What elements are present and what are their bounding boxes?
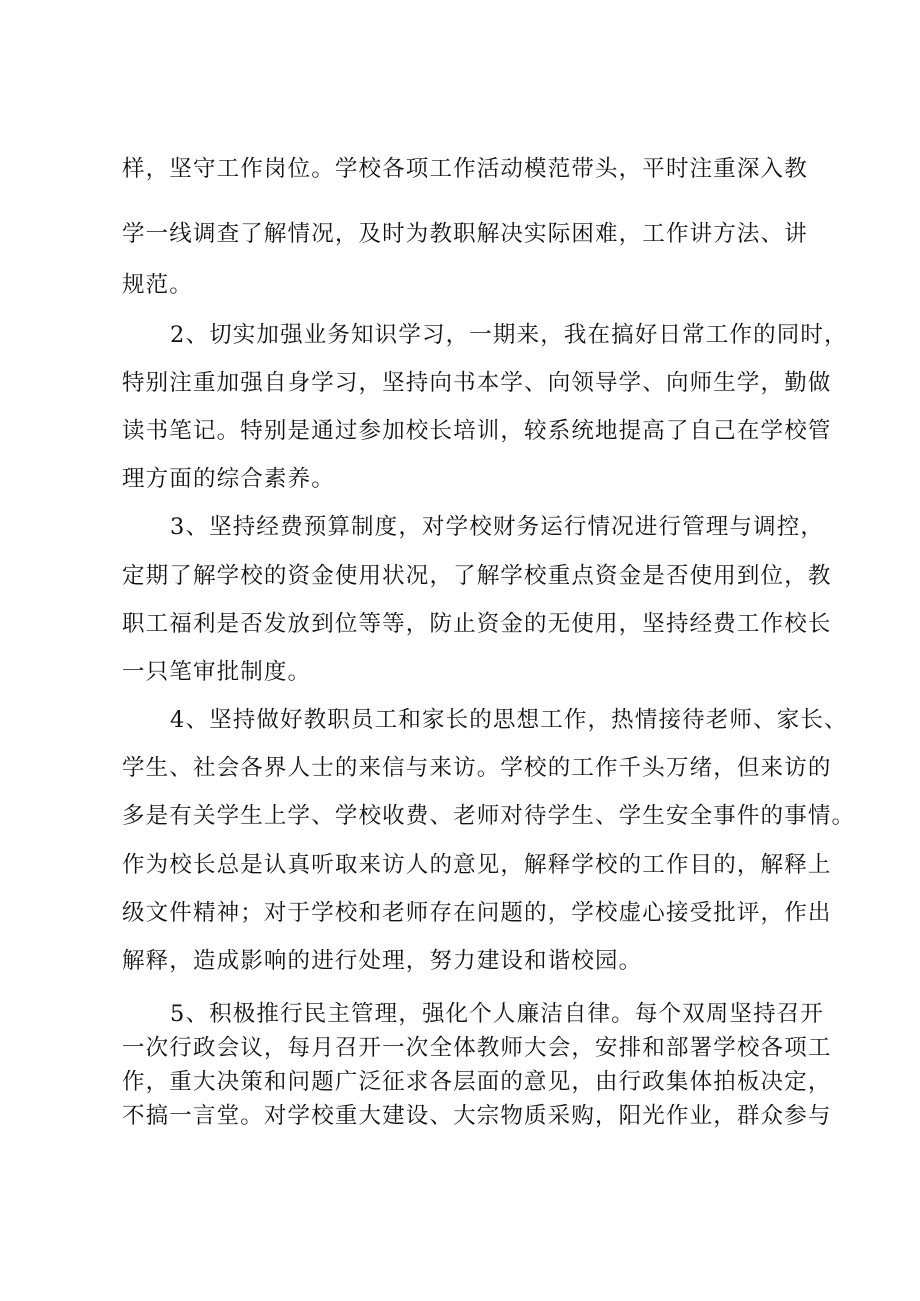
paragraph-0-line-3: 规范。 — [122, 272, 193, 298]
paragraph-5-line-3: 作，重大决策和问题广泛征求各层面的意见，由行政集体拍板决定， — [122, 1069, 832, 1095]
paragraph-3-line-1: 3、坚持经费预算制度，对学校财务运行情况进行管理与调控， — [170, 514, 825, 540]
paragraph-0-line-1: 样，坚守工作岗位。学校各项工作活动模范带头，平时注重深入教 — [122, 156, 808, 182]
paragraph-5-line-4: 不搞一言堂。对学校重大建设、大宗物质采购，阳光作业，群众参与 — [122, 1103, 832, 1129]
paragraph-5-line-1: 5、积极推行民主管理，强化个人廉洁自律。每个双周坚持召开 — [170, 1001, 825, 1027]
paragraph-4-line-2: 学生、社会各界人士的来信与来访。学校的工作千头万绪，但来访的 — [122, 755, 832, 781]
paragraph-2-line-4: 理方面的综合素养。 — [122, 466, 335, 492]
paragraph-4-line-3: 多是有关学生上学、学校收费、老师对待学生、学生安全事件的事情。 — [122, 803, 856, 829]
paragraph-3-line-4: 一只笔审批制度。 — [122, 659, 312, 685]
paragraph-0-line-2: 学一线调查了解情况，及时为教职解决实际困难，工作讲方法、讲 — [122, 221, 808, 247]
paragraph-4-line-6: 解释，造成影响的进行处理，努力建设和谐校园。 — [122, 948, 643, 974]
paragraph-4-line-1: 4、坚持做好教职员工和家长的思想工作，热情接待老师、家长、 — [170, 707, 848, 733]
paragraph-4-line-5: 级文件精神；对于学校和老师存在问题的，学校虚心接受批评，作出 — [122, 900, 832, 926]
paragraph-3-line-2: 定期了解学校的资金使用状况，了解学校重点资金是否使用到位，教 — [122, 563, 832, 589]
paragraph-5-line-2: 一次行政会议，每月召开一次全体教师大会，安排和部署学校各项工 — [122, 1035, 832, 1061]
paragraph-2-line-1: 2、切实加强业务知识学习，一期来，我在搞好日常工作的同时， — [170, 322, 848, 348]
paragraph-2-line-3: 读书笔记。特别是通过参加校长培训，较系统地提高了自己在学校管 — [122, 418, 832, 444]
paragraph-4-line-4: 作为校长总是认真听取来访人的意见，解释学校的工作目的，解释上 — [122, 852, 832, 878]
paragraph-3-line-3: 职工福利是否发放到位等等，防止资金的无使用，坚持经费工作校长 — [122, 611, 832, 637]
paragraph-2-line-2: 特别注重加强自身学习，坚持向书本学、向领导学、向师生学，勤做 — [122, 370, 832, 396]
